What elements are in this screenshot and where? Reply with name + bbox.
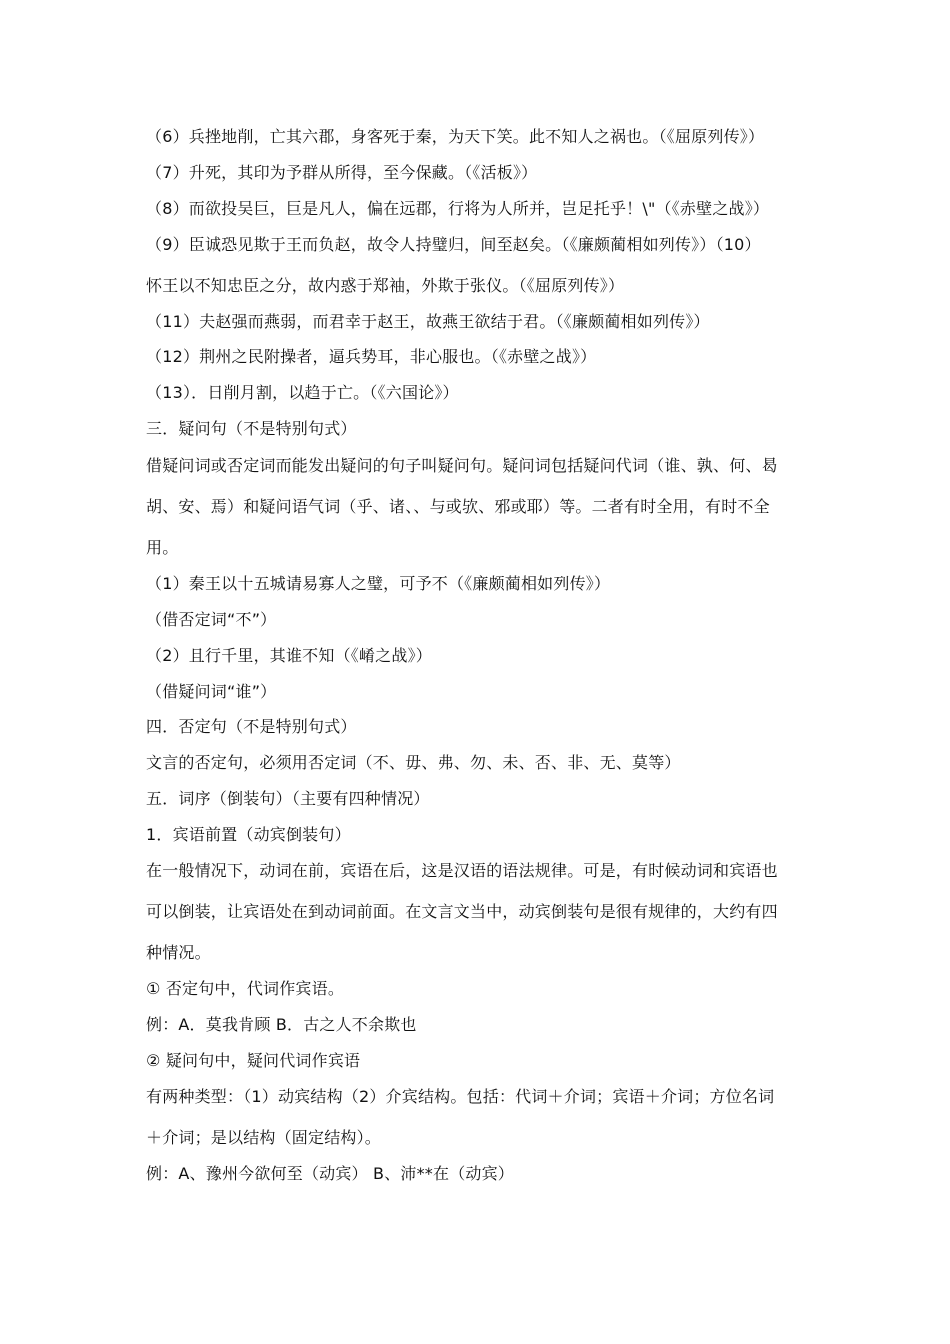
- text-line: （借疑问词“谁”）: [146, 682, 277, 701]
- text-line: （9）臣诚恐见欺于王而负赵，故令人持璧归，间至赵矣。（《廉颇蔺相如列传》）（10）: [146, 235, 761, 254]
- text-line: 种情况。: [146, 943, 211, 962]
- text-line: （7）升死，其印为予群从所得，至今保藏。（《活板》）: [146, 163, 538, 182]
- text-line: （13）．日削月割，以趋于亡。（《六国论》）: [146, 383, 459, 402]
- text-line: 可以倒装，让宾语处在到动词前面。在文言文当中，动宾倒装句是很有规律的，大约有四: [146, 902, 778, 921]
- section-heading: 三．疑问句（不是特别句式）: [146, 419, 357, 438]
- text-line: （8）而欲投吴巨，巨是凡人，偏在远郡，行将为人所并，岂足托乎！\"（《赤壁之战》）: [146, 199, 770, 218]
- text-line: （借否定词“不”）: [146, 610, 277, 629]
- text-line: 例：A．莫我肯顾 B．古之人不余欺也: [146, 1015, 417, 1034]
- text-line: 用。: [146, 538, 179, 557]
- text-line: 有两种类型：（1）动宾结构（2）介宾结构。包括：代词＋介词；宾语＋介词；方位名词: [146, 1087, 775, 1106]
- text-line: （1）秦王以十五城请易寡人之璧，可予不（《廉颇蔺相如列传》）: [146, 574, 611, 593]
- text-line: （12）荆州之民附操者，逼兵势耳，非心服也。（《赤壁之战》）: [146, 347, 597, 366]
- subsection-heading: 1．宾语前置（动宾倒装句）: [146, 825, 351, 844]
- text-line: 借疑问词或否定词而能发出疑问的句子叫疑问句。疑问词包括疑问代词（谁、孰、何、曷: [146, 456, 778, 475]
- text-line: （6）兵挫地削，亡其六郡，身客死于秦，为天下笑。此不知人之祸也。（《屈原列传》）: [146, 127, 765, 146]
- text-line: 文言的否定句，必须用否定词（不、毋、弗、勿、未、否、非、无、莫等）: [146, 753, 681, 772]
- section-heading: 五．词序（倒装句）（主要有四种情况）: [146, 789, 430, 808]
- text-line: 例：A、豫州今欲何至（动宾） B、沛**在（动宾）: [146, 1164, 515, 1183]
- text-line: 在一般情况下，动词在前，宾语在后，这是汉语的语法规律。可是，有时候动词和宾语也: [146, 861, 778, 880]
- text-line: 胡、安、焉）和疑问语气词（乎、诸、、与或欤、邪或耶）等。二者有时全用，有时不全: [146, 497, 770, 516]
- text-line: （11）夫赵强而燕弱，而君幸于赵王，故燕王欲结于君。（《廉颇蔺相如列传》）: [146, 312, 710, 331]
- text-line: ① 否定句中，代词作宾语。: [146, 979, 345, 998]
- section-heading: 四．否定句（不是特别句式）: [146, 717, 357, 736]
- text-line: （2）且行千里，其谁不知（《崤之战》）: [146, 646, 432, 665]
- text-line: ＋介词；是以结构（固定结构）。: [146, 1128, 382, 1147]
- text-line: 怀王以不知忠臣之分，故内惑于郑袖，外欺于张仪。（《屈原列传》）: [146, 276, 625, 295]
- text-line: ② 疑问句中，疑问代词作宾语: [146, 1051, 361, 1070]
